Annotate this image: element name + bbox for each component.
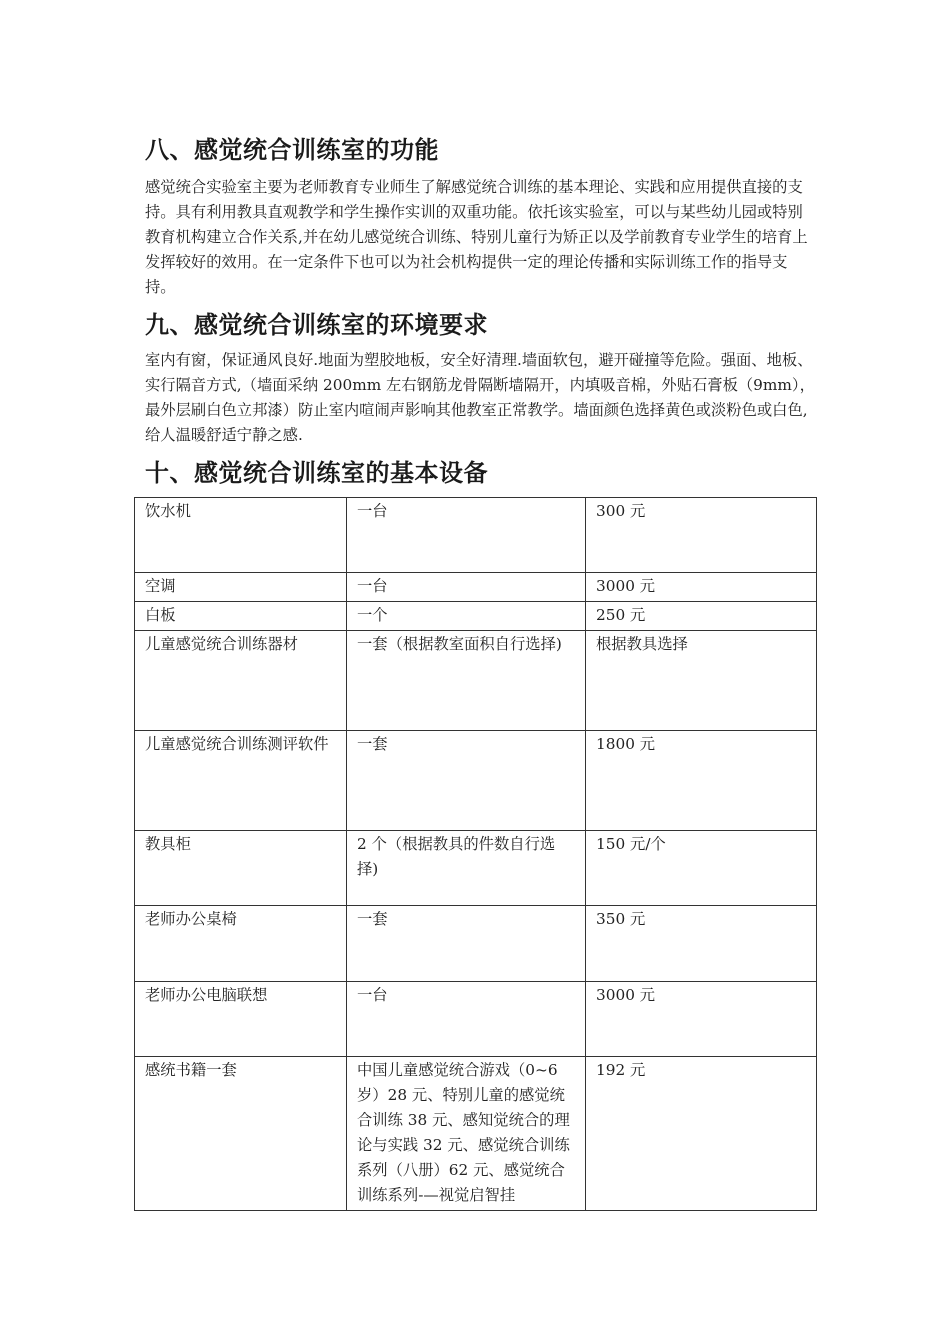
price-cell: 300 元 [586,498,817,573]
quantity-cell: 一套 [347,906,586,982]
table-row [135,498,817,573]
quantity-cell: 2 个（根据教具的件数自行选择) [347,831,586,906]
price-cell: 250 元 [586,602,817,631]
item-cell: 老师办公桌椅 [135,906,347,982]
equipment-table [134,497,817,1211]
section-8-heading: 八、感觉统合训练室的功能 [145,136,439,164]
price-cell: 根据教具选择 [586,631,817,731]
quantity-cell: 一套（根据教室面积自行选择) [347,631,586,731]
quantity-cell: 一台 [347,573,586,602]
section-9-heading: 九、感觉统合训练室的环境要求 [145,311,488,339]
price-cell: 3000 元 [586,573,817,602]
table-row [135,731,817,831]
price-cell: 3000 元 [586,982,817,1057]
quantity-cell: 一台 [347,498,586,573]
table-row [135,982,817,1057]
item-cell: 饮水机 [135,498,347,573]
item-cell: 儿童感觉统合训练测评软件 [135,731,347,831]
section-9-body: 室内有窗，保证通风良好.地面为塑胶地板，安全好清理.墙面软包，避开碰撞等危险。强面、地板、实行隔音方式,（墙面采纳 200mm 左右钢筋龙骨隔断墙隔开，内填吸音棉，外贴石膏板（9mm），最外层刷白色立邦漆）防止室内喧闹声影响其他教室正常教学。墙面颜色选择黄色或淡粉色或白色,给人温暖舒适宁静之感. [145,351,815,444]
item-cell: 教具柜 [135,831,347,906]
table-row [135,1057,817,1211]
table-row [135,906,817,982]
table-row [135,631,817,731]
item-cell: 儿童感觉统合训练器材 [135,631,347,731]
price-cell: 150 元/个 [586,831,817,906]
section-10-heading: 十、感觉统合训练室的基本设备 [145,459,488,487]
price-cell: 192 元 [586,1057,817,1211]
item-cell: 白板 [135,602,347,631]
quantity-cell: 一个 [347,602,586,631]
section-8-body: 感觉统合实验室主要为老师教育专业师生了解感觉统合训练的基本理论、实践和应用提供直接的支持。具有利用教具直观教学和学生操作实训的双重功能。依托该实验室，可以与某些幼儿园或特别教育机构建立合作关系,并在幼儿感觉统合训练、特别儿童行为矫正以及学前教育专业学生的培育上发挥较好的效用。在一定条件下也可以为社会机构提供一定的理论传播和实际训练工作的指导支持。 [145,178,808,296]
table-row [135,831,817,906]
price-cell: 350 元 [586,906,817,982]
quantity-cell: 一套 [347,731,586,831]
item-cell: 空调 [135,573,347,602]
quantity-cell: 中国儿童感觉统合游戏（0~6 岁）28 元、特别儿童的感觉统合训练 38 元、感知觉统合的理论与实践 32 元、感觉统合训练系列（八册）62 元、感觉统合训练系列-—视觉启智挂 [347,1057,586,1211]
item-cell: 老师办公电脑联想 [135,982,347,1057]
quantity-cell: 一台 [347,982,586,1057]
price-cell: 1800 元 [586,731,817,831]
table-row [135,602,817,631]
table-row [135,573,817,602]
item-cell: 感统书籍一套 [135,1057,347,1211]
